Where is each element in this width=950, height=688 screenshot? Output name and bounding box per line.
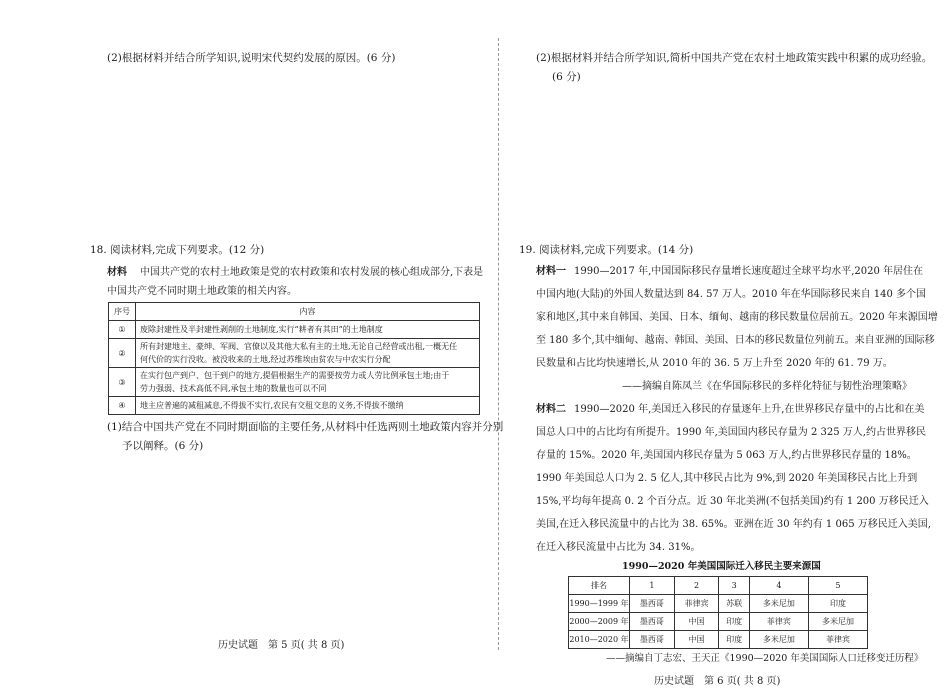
table-cell: 印度 (719, 613, 749, 631)
table-header-cell: 排名 (569, 577, 630, 595)
right-q2-prompt-line2: (6 分) (552, 71, 581, 83)
q18-sub1-line2: 予以阐释。(6 分) (122, 440, 204, 452)
left-q2-prompt: (2)根据材料并结合所学知识,说明宋代契约发展的原因。(6 分) (107, 52, 396, 64)
right-footer: 历史试题 第 6 页( 共 8 页) (654, 676, 781, 687)
q19-material2-line: 在迁入移民流量中占比为 34. 31%。 (536, 542, 701, 553)
table-cell: 中国 (674, 631, 719, 649)
q18-material-line2: 中国共产党不同时期土地政策的相关内容。 (107, 286, 297, 297)
table-cell: 菲律宾 (808, 631, 867, 649)
row-content-line: 何代价的实行没收。被没收来的土地,经过苏维埃由贫农与中农实行分配 (140, 355, 391, 364)
q19-material2-label: 材料二 (536, 404, 566, 415)
right-q2-prompt-line1: (2)根据材料并结合所学知识,简析中国共产党在农村土地政策实践中积累的成功经验。 (536, 52, 933, 64)
table-cell: 菲律宾 (674, 595, 719, 613)
q19-material1-line: 1990—2017 年,中国国际移民存量增长速度超过全球平均水平,2020 年居住在 (574, 266, 924, 277)
table-cell: 印度 (808, 595, 867, 613)
table-header-cell: 序号 (109, 303, 136, 321)
table-cell: 中国 (674, 613, 719, 631)
table-cell: 印度 (719, 631, 749, 649)
land-policy-table (108, 302, 480, 415)
q19-material2-line: 15%,平均每年提高 0. 2 个百分点。近 30 年北美洲(不包括美国)约有 1 200 万移民迁入 (536, 496, 929, 507)
row-number: ① (109, 321, 136, 339)
row-number: ③ (109, 368, 136, 397)
q19-material1-line: 民数量和占比均快速增长,从 2010 年的 36. 5 万上升至 2020 年的 61. 79 万。 (536, 358, 893, 369)
row-number: ④ (109, 397, 136, 415)
q19-material2-source: ——摘编自丁志宏、王天正《1990—2020 年美国国际人口迁移变迁历程》 (606, 653, 924, 664)
row-content-line: 劳力强弱、技术高低不同,承包土地的数量也可以不同 (140, 384, 327, 393)
row-content-line: 在实行包产到户、包干到户的地方,提倡根据生产的需要按劳力或人劳比例承包土地;由于 (140, 371, 450, 380)
table-cell: 墨西哥 (630, 595, 675, 613)
q18-sub1-line1: (1)结合中国共产党在不同时期面临的主要任务,从材料中任选两则土地政策内容并分别 (107, 421, 504, 433)
migration-table-title: 1990—2020 年美国国际迁入移民主要来源国 (622, 561, 821, 572)
table-cell: 墨西哥 (630, 613, 675, 631)
q19-material1-label: 材料一 (536, 266, 566, 277)
table-cell: 苏联 (719, 595, 749, 613)
row-content: 地主应普遍的减租减息,不得拔不实行,农民有交租交息的义务,不得拔不缴纳 (136, 397, 480, 415)
migration-source-table (568, 576, 868, 649)
row-content-line: 所有封建地主、豪绅、军阀、官僚以及其他大私有主的土地,无论自己经营或出租,一概无任 (140, 342, 458, 351)
table-row (569, 613, 868, 631)
q18-title: 18. 阅读材料,完成下列要求。(12 分) (90, 244, 265, 256)
table-cell: 2010—2020 年 (569, 631, 630, 649)
row-number: ② (109, 339, 136, 368)
table-header-cell: 内容 (136, 303, 480, 321)
table-row (109, 397, 480, 415)
left-footer: 历史试题 第 5 页( 共 8 页) (218, 640, 345, 651)
table-row (109, 368, 480, 397)
q19-material1-line: 家和地区,其中来自韩国、美国、日本、缅甸、越南的移民数量位居前五。2020 年来源国增 (536, 312, 938, 323)
table-header-row (109, 303, 480, 321)
table-cell: 1990—1999 年 (569, 595, 630, 613)
table-header-cell: 4 (749, 577, 808, 595)
row-content: 废除封建性及半封建性剥削的土地制度,实行“耕者有其田”的土地制度 (136, 321, 480, 339)
table-header-cell: 1 (630, 577, 675, 595)
table-row (569, 631, 868, 649)
table-cell: 2000—2009 年 (569, 613, 630, 631)
q19-material2-line: 1990—2020 年,美国迁入移民的存量逐年上升,在世界移民存量中的占比和在美 (574, 404, 925, 415)
q19-title: 19. 阅读材料,完成下列要求。(14 分) (519, 244, 694, 256)
table-cell: 多米尼加 (749, 631, 808, 649)
q18-material-line1: 中国共产党的农村土地政策是党的农村政策和农村发展的核心组成部分,下表是 (140, 267, 484, 278)
table-header-row (569, 577, 868, 595)
q19-material2-line: 美国,在迁入移民流量中的占比为 38. 65%。亚洲在近 30 年约有 1 065 万移民迁入美国, (536, 519, 931, 530)
table-cell: 墨西哥 (630, 631, 675, 649)
q19-material1-line: 至 180 多个,其中缅甸、越南、韩国、美国、日本的移民数量位列前五。来自亚洲的国际移 (536, 335, 935, 346)
row-content (136, 368, 480, 397)
table-row (569, 595, 868, 613)
row-content (136, 339, 480, 368)
table-header-cell: 3 (719, 577, 749, 595)
table-row (109, 321, 480, 339)
q19-material1-line: 中国内地(大陆)的外国人数量达到 84. 57 万人。2010 年在华国际移民来自 140 多个国 (536, 289, 927, 300)
table-header-cell: 2 (674, 577, 719, 595)
table-cell: 菲律宾 (749, 613, 808, 631)
table-cell: 多米尼加 (808, 613, 867, 631)
q19-material2-line: 国总人口中的占比均有所提升。1990 年,美国国内移民存量为 2 325 万人,约占世界移民 (536, 427, 926, 438)
q18-material-label: 材料 (107, 267, 127, 278)
q19-material2-line: 1990 年美国总人口为 2. 5 亿人,其中移民占比为 9%,到 2020 年美国移民占比上升到 (536, 473, 918, 484)
table-row (109, 339, 480, 368)
page-divider (498, 38, 499, 650)
table-cell: 多米尼加 (749, 595, 808, 613)
q19-material1-source: ——摘编自陈凤兰《在华国际移民的多样化特征与韧性治理策略》 (622, 381, 912, 392)
q19-material2-line: 存量的 15%。2020 年,美国国内移民存量为 5 063 万人,约占世界移民存量的 18%。 (536, 450, 917, 461)
table-header-cell: 5 (808, 577, 867, 595)
